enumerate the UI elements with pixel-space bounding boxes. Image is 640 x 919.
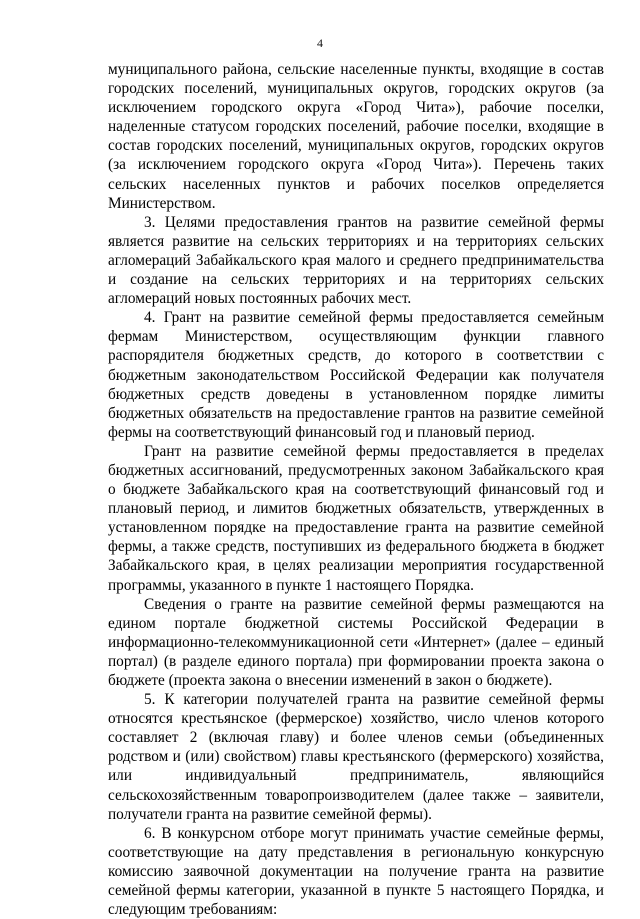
paragraph-item-4: 4. Грант на развитие семейной фермы предоставляется семейным фермам Министерством, осуществляющим функции главного распорядителя бюджетных средств, до которого в соответствии с бюджетным законодательством Российской Федерации как получателя бюджетных средств доведены в установленном порядке лимиты бюджетных обязательств на предоставление грантов на развитие семейной фермы на соответствующий финансовый год и плановый период. xyxy=(108,309,604,441)
paragraph-grant-limits: Грант на развитие семейной фермы предоставляется в пределах бюджетных ассигнований, предусмотренных законом Забайкальского края о бюджете Забайкальского края на соответствующий финансовый год и плановый период, и лимитов бюджетных обязательств, утвержденных в установленном порядке на предоставление гранта на развитие семейной фермы, а также средств, поступивших из федерального бюджета в бюджет Забайкальского края, в целях реализации мероприятия государственной программы, указанного в пункте 1 настоящего Порядка. xyxy=(108,442,604,594)
paragraph-item-6: 6. В конкурсном отборе могут принимать участие семейные фермы, соответствующие на дату представления в региональную конкурсную комиссию заявочной документации на получение гранта на развитие семейной фермы категории, указанной в пункте 5 настоящего Порядка, и следующим требованиям: xyxy=(108,824,604,919)
paragraph-item-3: 3. Целями предоставления грантов на развитие семейной фермы является развитие на сельских территориях и на территориях сельских агломераций Забайкальского края малого и среднего предпринимательства и создание на сельских территориях и на территориях сельских агломераций новых постоянных рабочих мест. xyxy=(108,213,604,308)
document-body xyxy=(108,60,604,919)
paragraph-item-5: 5. К категории получателей гранта на развитие семейной фермы относятся крестьянское (фермерское) хозяйство, число членов которого составляет 2 (включая главу) и более членов семьи (объединенных родством и (или) свойством) главы крестьянского (фермерского) хозяйства, или индивидуальный предприниматель, являющийся сельскохозяйственным товаропроизводителем (далее также – заявители, получатели гранта на развитие семейной фермы). xyxy=(108,691,604,823)
paragraph-portal-info: Сведения о гранте на развитие семейной фермы размещаются на едином портале бюджетной системы Российской Федерации в информационно-телекоммуникационной сети «Интернет» (далее – единый портал) (в разделе единого портала) при формировании проекта закона о бюджете (проекта закона о внесении изменений в закон о бюджете). xyxy=(108,595,604,689)
paragraph-continuation: муниципального района, сельские населенные пункты, входящие в состав городских поселений, муниципальных округов, городских округов (за исключением городского округа «Город Чита»), рабочие поселки, наделенные статусом городских поселений, рабочие поселки, входящие в состав городских поселений, муниципальных округов, городских округов (за исключением городского округа «Город Чита»). Перечень таких сельских населенных пунктов и рабочих поселков определяется Министерством. xyxy=(108,61,604,212)
page-number: 4 xyxy=(317,36,323,50)
